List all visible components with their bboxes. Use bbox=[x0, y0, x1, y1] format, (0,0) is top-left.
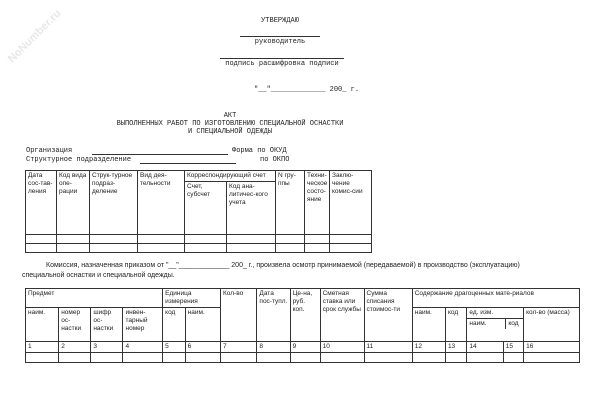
h-group: N гру-ппы bbox=[276, 171, 305, 235]
act-subtitle-2: И СПЕЦИАЛЬНОЙ ОДЕЖДЫ bbox=[187, 128, 272, 136]
h-u-code: код bbox=[163, 308, 185, 342]
cell bbox=[305, 244, 330, 253]
h-price: Це-на, руб. коп. bbox=[290, 289, 320, 342]
act-title: АКТ bbox=[223, 112, 237, 120]
col-num-10: 10 bbox=[320, 342, 364, 353]
cell bbox=[524, 353, 580, 363]
cell bbox=[227, 244, 276, 253]
col-num-6: 6 bbox=[185, 342, 220, 353]
cell bbox=[364, 353, 412, 363]
h-date-post: Дата пос-тупл. bbox=[257, 289, 290, 342]
col-num-7: 7 bbox=[221, 342, 257, 353]
cell bbox=[412, 353, 445, 363]
approve-head-label: руководитель bbox=[254, 38, 306, 46]
h-unit2-name: наим. bbox=[467, 319, 506, 329]
h-conclusion: Заклю-чение комис-сии bbox=[330, 171, 372, 235]
col-num-4: 4 bbox=[123, 342, 163, 353]
cell bbox=[185, 353, 220, 363]
commission-line-2: специальной оснастки и специальной одежды. bbox=[22, 272, 175, 279]
cell bbox=[26, 235, 57, 244]
approve-date-line: "__"_____________ 200_ г. bbox=[254, 86, 360, 94]
cell bbox=[330, 244, 372, 253]
h-activity: Вид дея-тельности bbox=[138, 171, 185, 235]
col-num-3: 3 bbox=[91, 342, 123, 353]
h-unit: Единица измерения bbox=[163, 289, 221, 308]
h-unit2-code: код bbox=[508, 320, 519, 327]
cell bbox=[227, 235, 276, 244]
col-num-13: 13 bbox=[445, 342, 466, 353]
h-state: Техни-ческое состо-яние bbox=[305, 171, 330, 235]
cell bbox=[57, 244, 90, 253]
cell bbox=[221, 353, 257, 363]
approve-sign-label: подпись расшифровка подписи bbox=[225, 60, 339, 68]
cell bbox=[123, 353, 163, 363]
cell bbox=[91, 353, 123, 363]
cell bbox=[57, 235, 90, 244]
org-form-label: Форма по ОКУД bbox=[232, 147, 287, 155]
col-num-16: 16 bbox=[524, 342, 580, 353]
h-p-name: наим. bbox=[412, 308, 445, 342]
cell bbox=[330, 235, 372, 244]
org-label: Организация bbox=[26, 147, 73, 155]
cell bbox=[138, 235, 185, 244]
cell bbox=[276, 235, 305, 244]
cell bbox=[185, 244, 227, 253]
unit-line bbox=[140, 163, 236, 164]
cell bbox=[257, 353, 290, 363]
h-subaccount: Счет, субсчет bbox=[185, 182, 227, 235]
cell bbox=[138, 244, 185, 253]
cell bbox=[185, 235, 227, 244]
cell bbox=[320, 353, 364, 363]
h-name: наим. bbox=[26, 308, 59, 342]
h-date: Дата сос-тав-ления bbox=[26, 171, 57, 235]
cell bbox=[305, 235, 330, 244]
col-num-11: 11 bbox=[364, 342, 412, 353]
cell bbox=[163, 353, 185, 363]
items-table bbox=[25, 288, 580, 363]
unit-label: Структурное подразделение bbox=[26, 156, 132, 164]
h-num: номер ос-настки bbox=[59, 308, 91, 342]
act-header-table bbox=[25, 170, 372, 253]
col-num-12: 12 bbox=[412, 342, 445, 353]
cell bbox=[59, 353, 91, 363]
cell bbox=[90, 235, 138, 244]
h-predmet: Предмет bbox=[26, 289, 163, 308]
unit-code-label: по ОКПО bbox=[260, 156, 290, 164]
commission-line-1: Комиссия, назначенная приказом от "__"_____________ 200_ г., произвела осмотр принимаемой (передаваемой) в производство (эксплуатацию) bbox=[46, 262, 520, 269]
h-unit2: ед. изм. bbox=[467, 308, 523, 319]
h-qty: Кол-во bbox=[221, 289, 257, 342]
col-num-14: 14 bbox=[467, 342, 503, 353]
h-inv: инвен-тарный номер bbox=[123, 308, 163, 342]
col-num-15: 15 bbox=[503, 342, 523, 353]
h-estimate: Сметная ставка или срок службы bbox=[320, 289, 364, 342]
h-u-name: наим. bbox=[185, 308, 220, 342]
cell bbox=[90, 244, 138, 253]
col-num-9: 9 bbox=[290, 342, 320, 353]
act-subtitle-1: ВЫПОЛНЕННЫХ РАБОТ ПО ИЗГОТОВЛЕНИЮ СПЕЦИАЛЬНОЙ ОСНАСТКИ bbox=[116, 120, 344, 128]
h-unit2-group bbox=[467, 308, 524, 342]
h-precious: Содержание драгоценных мате-риалов bbox=[412, 289, 579, 308]
cell bbox=[276, 244, 305, 253]
col-num-2: 2 bbox=[59, 342, 91, 353]
org-line bbox=[92, 154, 228, 155]
h-p-code: код bbox=[445, 308, 466, 342]
cell bbox=[26, 244, 57, 253]
col-num-5: 5 bbox=[163, 342, 185, 353]
h-p-qty: кол-во (масса) bbox=[524, 308, 580, 342]
h-op-code: Код вида опе-рации bbox=[57, 171, 90, 235]
cell bbox=[290, 353, 320, 363]
h-code: шифр ос-настки bbox=[91, 308, 123, 342]
h-account: Корреспондирующий счет bbox=[185, 171, 276, 182]
cell bbox=[503, 353, 523, 363]
approve-line-1 bbox=[240, 36, 320, 37]
approve-title: УТВЕРЖДАЮ bbox=[261, 17, 299, 25]
col-num-8: 8 bbox=[257, 342, 290, 353]
cell bbox=[467, 353, 503, 363]
cell bbox=[445, 353, 466, 363]
cell bbox=[26, 353, 59, 363]
watermark: NoNumber.ru bbox=[5, 7, 64, 66]
h-analytic-code: Код ана-литичес-кого учета bbox=[227, 182, 276, 235]
h-unit: Струк-турное подраз-деление bbox=[90, 171, 138, 235]
h-sum: Сумма списания стоимос-ти bbox=[364, 289, 412, 342]
approve-line-2 bbox=[220, 58, 344, 59]
col-num-1: 1 bbox=[26, 342, 59, 353]
